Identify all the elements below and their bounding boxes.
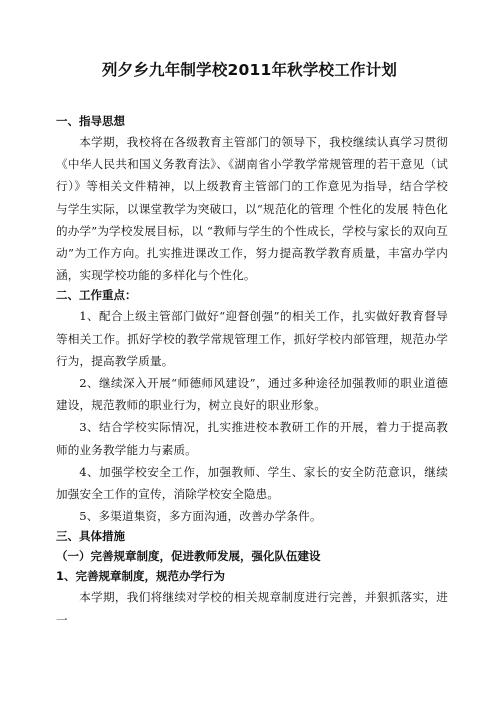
work-focus-item-2: 2、继续深入开展“师德师风建设”，通过多种途径加强教师的职业道德建设，规范教师的职业行为，树立良好的职业形象。 bbox=[56, 376, 448, 413]
section-heading-specific-measures: 三、具体措施 bbox=[56, 529, 125, 544]
work-focus-item-1: 1、配合上级主管部门做好“迎督创强”的相关工作，扎实做好教育督导等相关工作。抓好学校的教学常规管理工作，抓好学校内部管理，规范办学行为，提高教学质量。 bbox=[56, 309, 448, 368]
paragraph-regulations: 本学期，我们将继续对学校的相关规章制度进行完善，并狠抓落实，进一 bbox=[56, 590, 448, 627]
document-title: 列夕乡九年制学校2011年秋学校工作计划 bbox=[101, 61, 398, 79]
section-heading-guiding-ideology: 一、指导思想 bbox=[56, 114, 125, 128]
work-focus-item-4: 4、加强学校安全工作，加强教师、学生、家长的安全防范意识，继续加强安全工作的宣传，消除学校安全隐患。 bbox=[56, 464, 448, 502]
work-focus-item-3: 3、结合学校实际情况，扎实推进校本教研工作的开展，着力于提高教师的业务教学能力与素质。 bbox=[56, 420, 448, 457]
subsection-heading-1: （一）完善规章制度，促进教师发展，强化队伍建设 bbox=[56, 549, 321, 564]
paragraph-guiding-ideology: 本学期，我校将在各级教育主管部门的领导下，我校继续认真学习贯彻《中华人民共和国义务教育法》、《湖南省小学教学常规管理的若干意见（试行）》等相关文件精神，以上级教育主管部门的工作意见为指导，结合学校与学生实际，以课堂教学为突破口，以“规范化的管理 个性化的发展 特色化的办学”为学校发展目标，以 “教师与学生的个性成长，学校与家长的双向互动”为工作方向。扎实推进课改工作，努力提高教学教育质量，丰富办学内涵，实现学校功能的多样化与个性化。 bbox=[56, 135, 448, 283]
subsection-heading-1-1: 1、完善规章制度，规范办学行为 bbox=[56, 569, 225, 584]
document-body bbox=[56, 112, 448, 631]
work-focus-item-5: 5、多渠道集资，多方面沟通，改善办学条件。 bbox=[79, 509, 322, 524]
section-heading-work-focus: 二、工作重点： bbox=[56, 288, 137, 303]
